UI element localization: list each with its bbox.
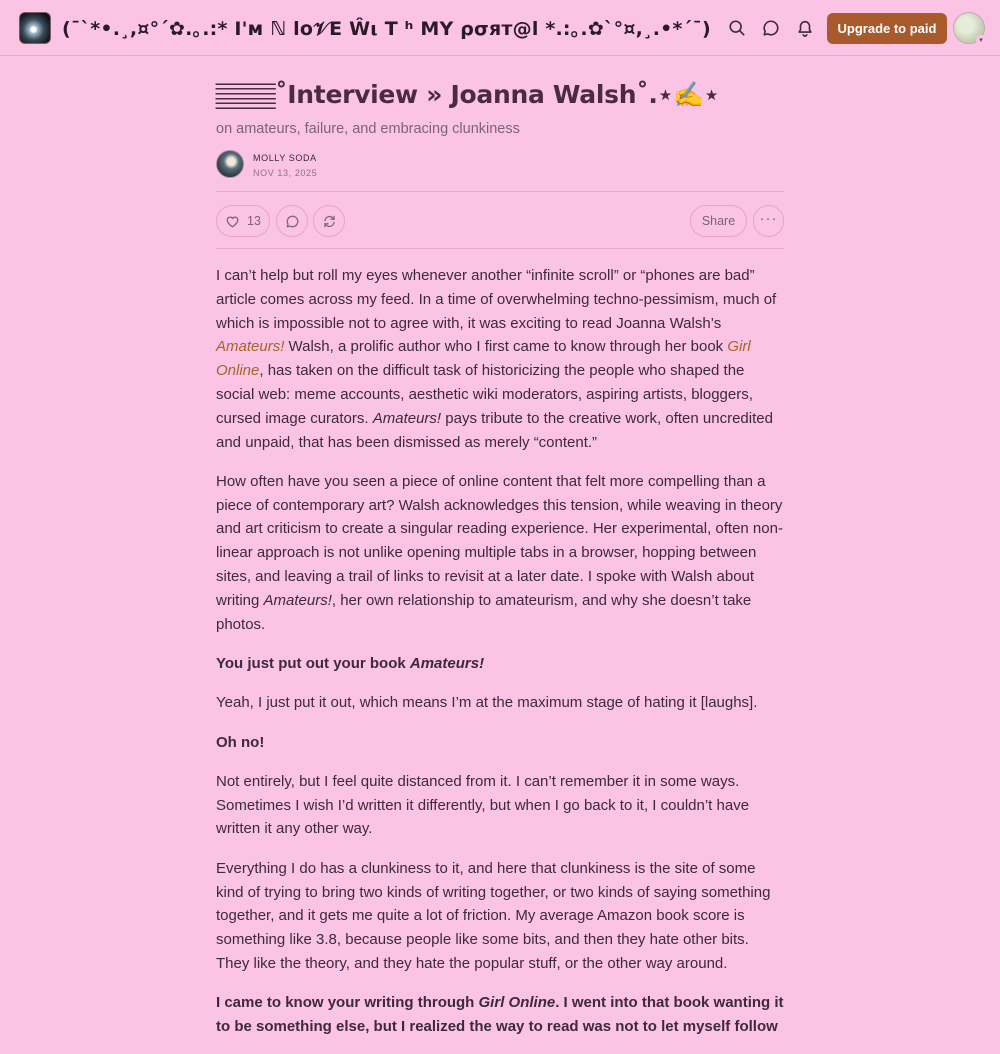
share-button[interactable]: Share [690,205,747,237]
post-date: NOV 13, 2025 [253,168,318,178]
post-title: 𝄛𝄛𝄛˚Interview » Joanna Walsh˚.⋆✍️⋆ [216,80,720,109]
bell-icon[interactable] [793,16,817,40]
article [216,76,784,1054]
publication-logo[interactable] [19,12,51,44]
comment-icon [285,214,300,229]
paragraph: How often have you seen a piece of online content that felt more compelling than a piece of contemporary art? Walsh acknowledges this tension, while weaving in theory and art criticism to create a singular reading experience. Her experimental, often non-linear approach is not unlike opening multiple tabs in a browser, hopping between sites, and leaving a trail of links to revisit at a later date. I spoke with Walsh about writing Amateurs!, her own relationship to amateurism, and why she doesn’t take photos. [216,472,783,633]
chevron-down-icon[interactable]: ▾ [976,35,986,45]
like-button[interactable] [216,205,270,237]
post-actions [216,192,784,248]
heart-icon [225,214,240,229]
publication-title[interactable]: (¯`*•.¸,¤°´✿.｡.:* I'ᴍ ℕ lo𝒱E Ŵι T ʰ MY ρσят@l *.:｡.✿`°¤,¸.•*´¯) [62,18,711,40]
more-options-icon[interactable]: ··· [753,205,784,237]
book-link[interactable]: Amateurs! [216,338,285,356]
restack-icon [322,214,337,229]
author-name[interactable]: MOLLY SODA [253,153,317,163]
chat-icon[interactable] [759,16,783,40]
interview-answer: Not entirely, but I feel quite distanced from it. I can’t remember it in some ways. Sometimes I wish I’d written it differently, but when I go back to it, I couldn’t have written it any other way. [216,772,750,838]
divider [216,248,784,249]
book-link[interactable]: Girl Online [216,338,751,380]
interview-answer: Yeah, I just put it out, which means I’m at the maximum stage of hating it [laughs]. [216,694,758,712]
byline [216,150,784,182]
upgrade-button[interactable]: Upgrade to paid [827,13,947,44]
interview-question: Oh no! [216,733,265,751]
top-bar [0,0,1000,56]
author-avatar[interactable] [216,150,244,178]
interview-question: I came to know your writing through Girl Online. I went into that book wanting it to be something else, but I realized the way to read was not to let myself follow [216,994,784,1036]
like-count: 13 [247,214,261,228]
post-subtitle: on amateurs, failure, and embracing clunkiness [216,121,520,137]
comment-button[interactable] [276,205,308,237]
post-body [216,264,784,1039]
paragraph: I can’t help but roll my eyes whenever another “infinite scroll” or “phones are bad” article comes across my feed. In a time of overwhelming techno-pessimism, much of which is impossible not to agree with, it was exciting to read Joanna Walsh’s Amateurs! Walsh, a prolific author who I first came to know through her book Girl Online, has taken on the difficult task of historicizing the people who shaped the social web: meme accounts, aesthetic wiki moderators, aspiring artists, bloggers, cursed image curators. Amateurs! pays tribute to the creative work, often uncredited and unpaid, that has been dismissed as merely “content.” [216,267,777,451]
restack-button[interactable] [313,205,345,237]
interview-answer: Everything I do has a clunkiness to it, and here that clunkiness is the site of some kind of trying to bring two kinds of writing together, or two kinds of saying something together, and it gets me quite a lot of friction. My average Amazon book score is something like 3.8, because people like some bits, and then they hate other bits. They like the theory, and they hate the popular stuff, or the other way around. [216,859,771,972]
interview-question: You just put out your book Amateurs! [216,654,485,672]
search-icon[interactable] [725,16,749,40]
